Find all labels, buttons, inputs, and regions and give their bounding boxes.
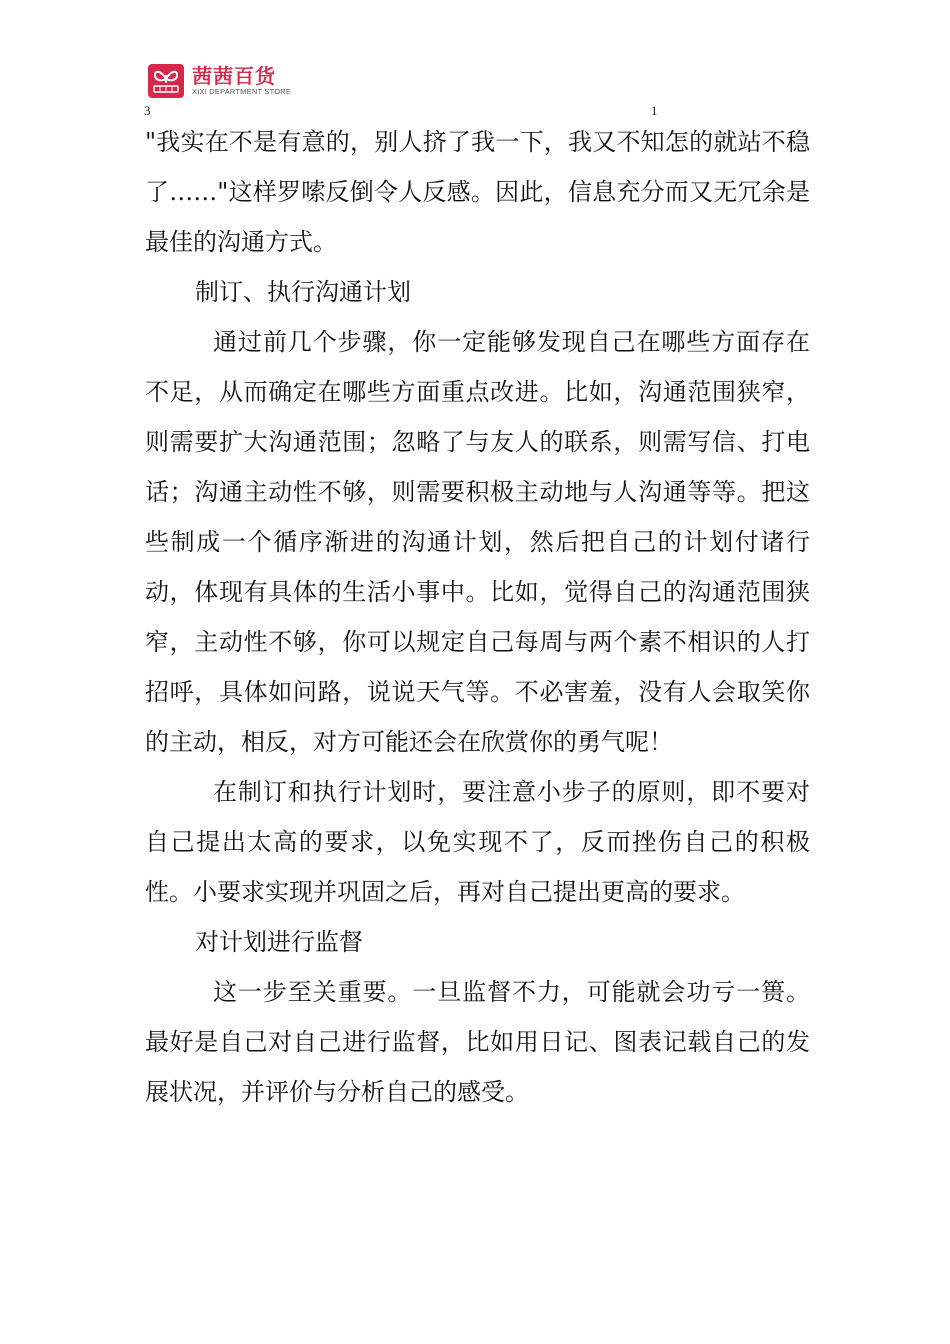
- brand-logo: [148, 64, 291, 98]
- paragraph-1: "我实在不是有意的，别人挤了我一下，我又不知怎的就站不稳了……"这样罗嗦反倒令人反感。因此，信息充分而又无冗余是最佳的沟通方式。: [145, 128, 810, 256]
- paragraph-4: 这一步至关重要。一旦监督不力，可能就会功亏一篑。最好是自己对自己进行监督，比如用日记、图表记载自己的发展状况，并评价与分析自己的感受。: [145, 978, 810, 1106]
- document-body: [145, 117, 810, 1117]
- logo-subtitle: XIXI DEPARTMENT STORE: [192, 87, 292, 96]
- paragraph-2: 通过前几个步骤，你一定能够发现自己在哪些方面存在不足，从而确定在哪些方面重点改进。比如，沟通范围狭窄，则需要扩大沟通范围；忽略了与友人的联系，则需写信、打电话；沟通主动性不够，则需要积极主动地与人沟通等等。把这些制成一个循序渐进的沟通计划，然后把自己的计划付诸行动，体现有具体的生活小事中。比如，觉得自己的沟通范围狭窄，主动性不够，你可以规定自己每周与两个素不相识的人打招呼，具体如问路，说说天气等。不必害羞，没有人会取笑你的主动，相反，对方可能还会在欣赏你的勇气呢！: [145, 328, 810, 756]
- page-number-right: 1: [651, 103, 658, 118]
- section-heading-supervise: 对计划进行监督: [195, 928, 363, 956]
- paragraph-3: 在制订和执行计划时，要注意小步子的原则，即不要对自己提出太高的要求，以免实现不了，反而挫伤自己的积极性。小要求实现并巩固之后，再对自己提出更高的要求。: [145, 778, 810, 906]
- butterfly-logo-icon: [148, 64, 184, 98]
- logo-text-block: [192, 65, 291, 97]
- logo-title: 茜茜百货: [192, 64, 276, 88]
- page-number-left: 3: [144, 103, 151, 118]
- section-heading-plan: 制订、执行沟通计划: [195, 278, 411, 306]
